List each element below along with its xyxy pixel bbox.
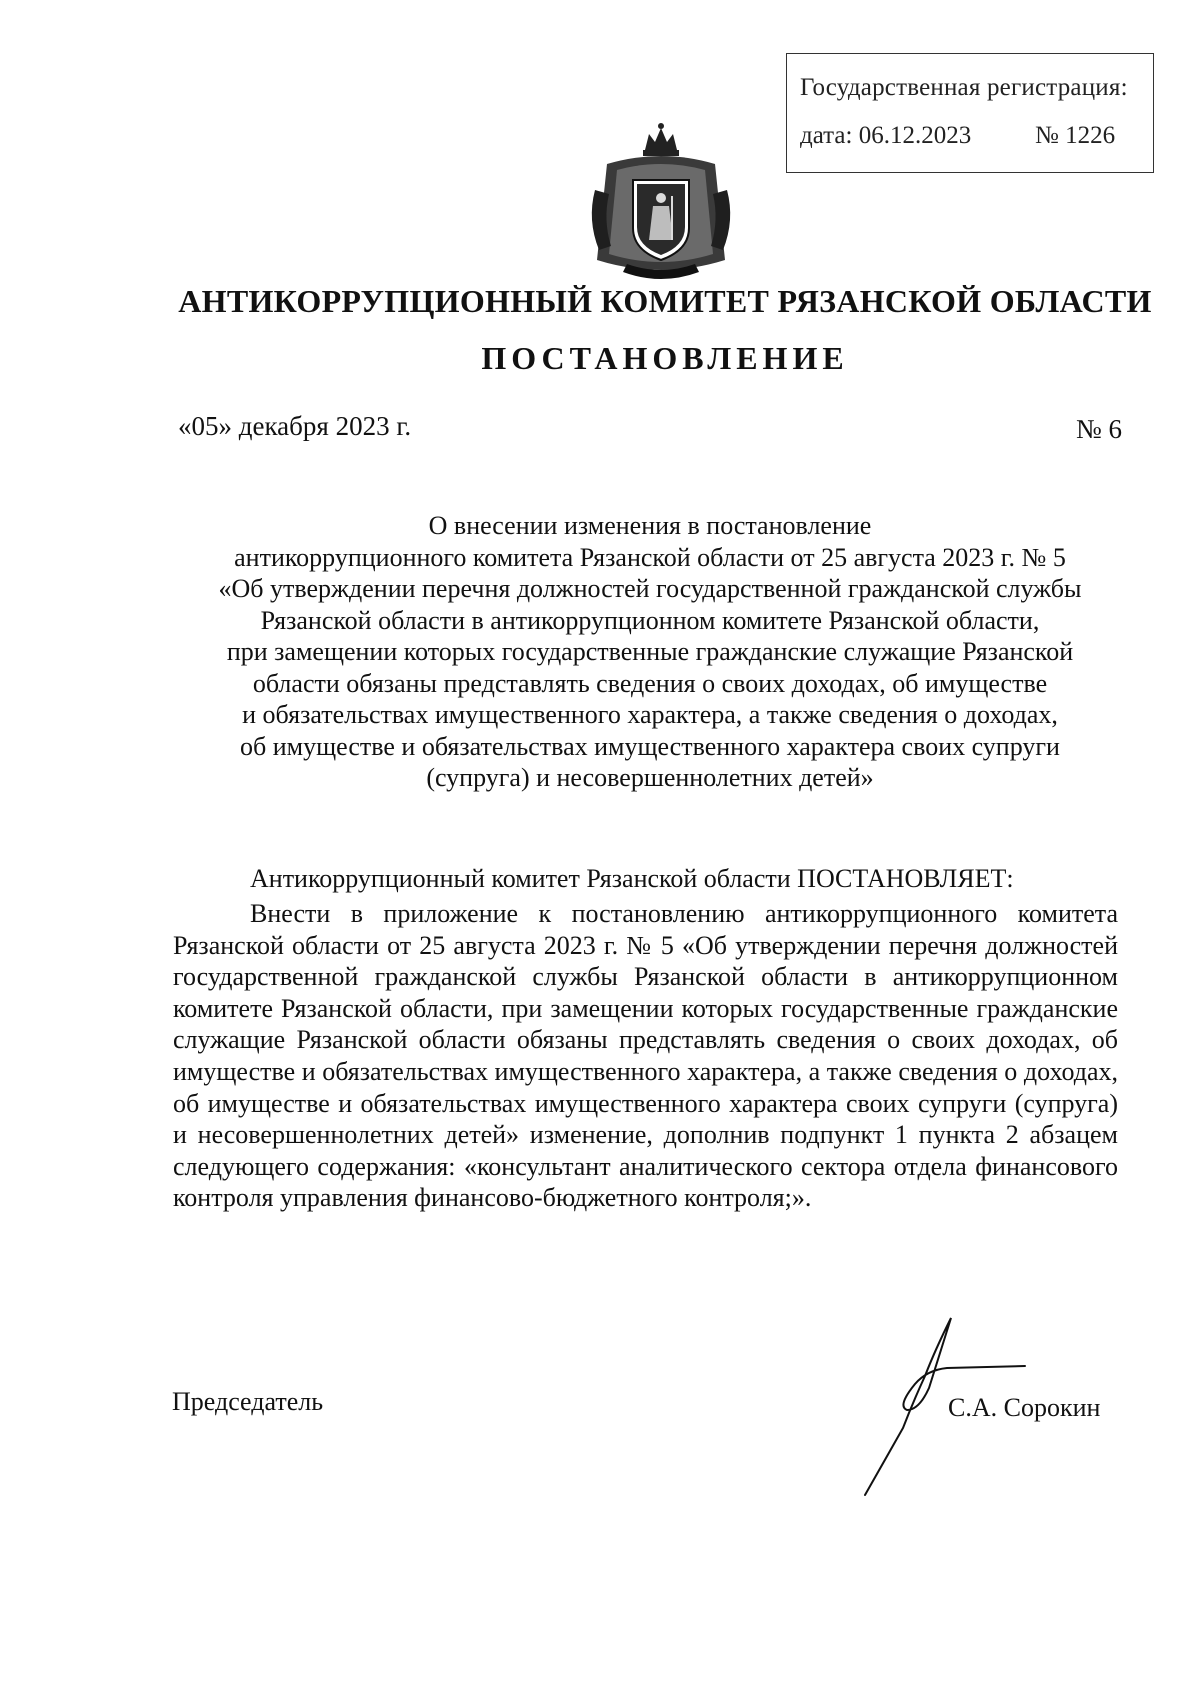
ryazan-coat-of-arms-icon (587, 120, 735, 280)
document-number: № 6 (1075, 414, 1122, 444)
title-line: антикоррупционного комитета Рязанской области от 25 августа 2023 г. № 5 (234, 542, 1066, 572)
document-date: «05» декабря 2023 г. (178, 411, 412, 441)
title-line: об имуществе и обязательствах имущественного характера своих супруги (240, 731, 1060, 761)
title-line: О внесении изменения в постановление (428, 511, 872, 540)
signer-name: С.А. Сорокин (948, 1393, 1101, 1422)
signer-position: Председатель (172, 1387, 324, 1416)
title-line: при замещении которых государственные гражданские служащие Рязанской (226, 637, 1074, 666)
registration-number: № 1226 (1035, 122, 1116, 149)
resolution-paragraph: Внести в приложение к постановлению антикоррупционного комитета Рязанской области от 25 августа 2023 г. № 5 «Об утверждении перечня должностей государственной гражданской службы Рязанской области в антикоррупционном комитете Рязанской области, при замещении которых государственные гражданские служащие Рязанской области обязаны представлять сведения о своих доходах, об имуществе и обязательствах имущественного характера, а также сведения о доходах, об имуществе и обязательствах имущественного характера своих супруги (супруга) и несовершеннолетних детей» изменение, дополнив подпункт 1 пункта 2 абзацем следующего содержания: «консультант аналитического сектора отдела финансового контроля управления финансово-бюджетного контроля;». (173, 899, 1118, 1213)
title-line: и обязательствах имущественного характера, а также сведения о доходах, (242, 700, 1058, 729)
title-line: области обязаны представлять сведения о своих доходах, об имуществе (252, 668, 1048, 698)
registration-title: Государственная регистрация: (800, 74, 1128, 101)
organization-name: АНТИКОРРУПЦИОННЫЙ КОМИТЕТ РЯЗАНСКОЙ ОБЛАСТИ (178, 283, 1152, 319)
title-line: (супруга) и несовершеннолетних детей» (426, 763, 874, 792)
resolution-intro: Антикоррупционный комитет Рязанской области ПОСТАНОВЛЯЕТ: (250, 864, 1014, 893)
registration-date: дата: 06.12.2023 (800, 122, 972, 149)
title-line: «Об утверждении перечня должностей государственной гражданской службы (218, 574, 1082, 603)
document-type: ПОСТАНОВЛЕНИЕ (481, 340, 849, 376)
title-line: Рязанской области в антикоррупционном комитете Рязанской области, (260, 605, 1040, 635)
document-title (170, 510, 1130, 794)
registration-stamp (786, 53, 1154, 173)
